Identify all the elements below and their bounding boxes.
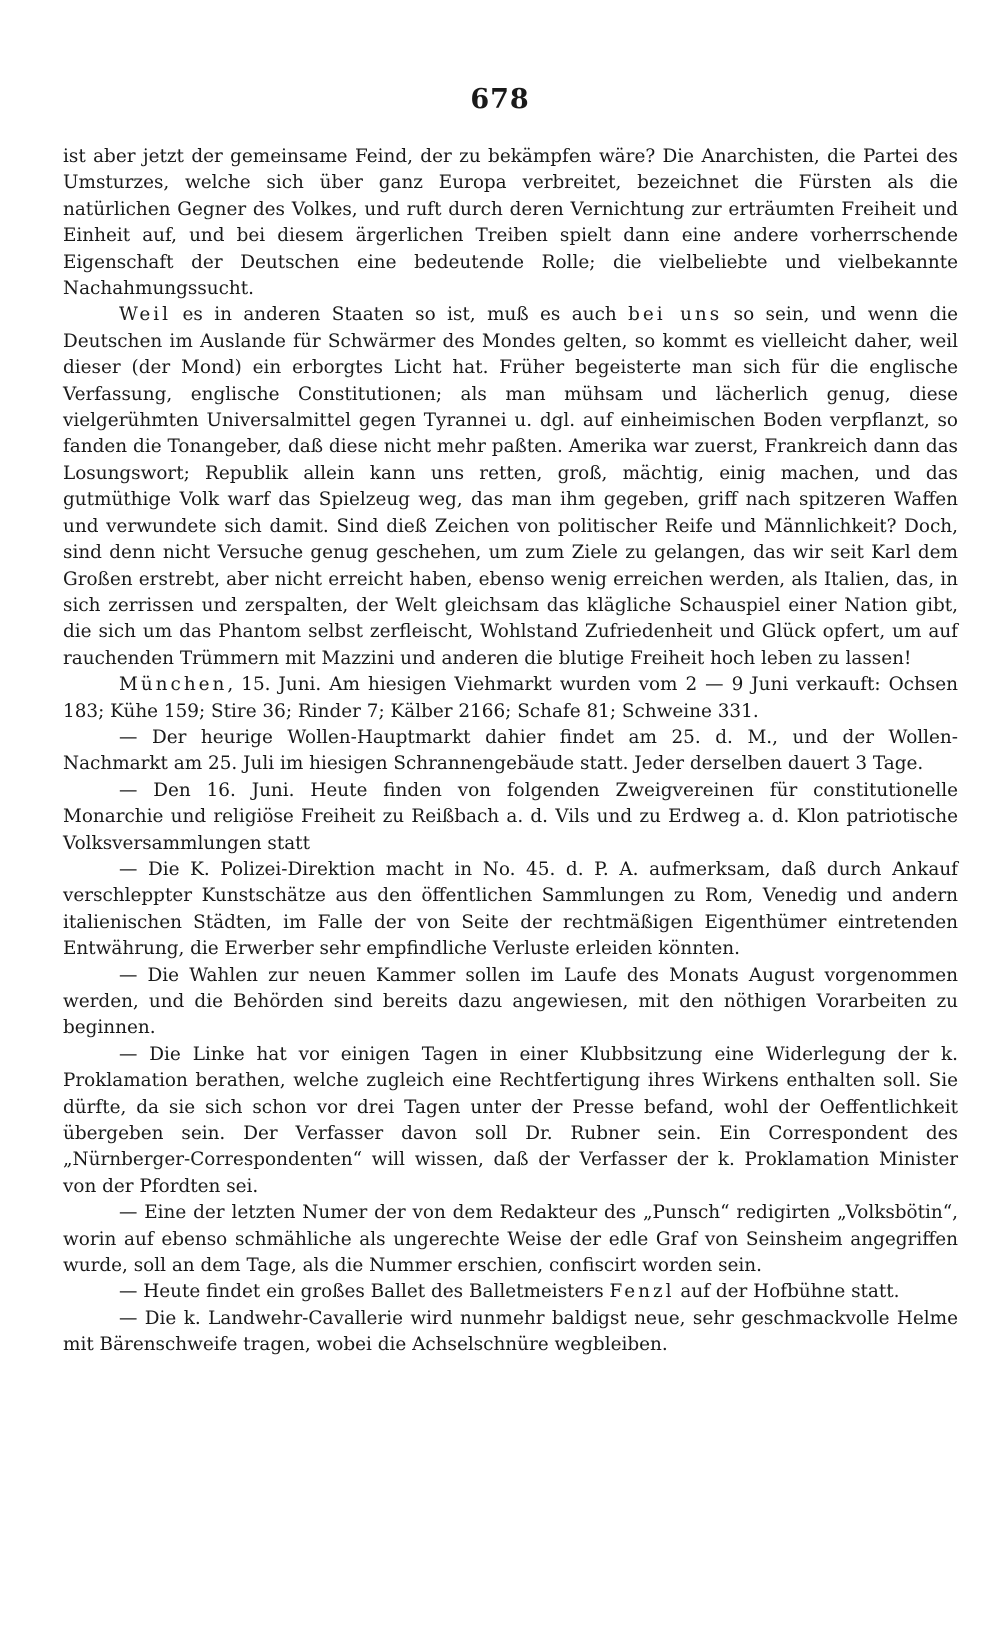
- emphasis-fenzl: Fenzl: [609, 1281, 675, 1303]
- paragraph-imitation: [63, 302, 958, 672]
- paragraph-june-16-assemblies: — Den 16. Juni. Heute finden von folgenden Zweigvereinen für constitutionelle Monarchie und religiöse Freiheit zu Reißbach a. d. Vils und zu Erdweg a. d. Klon patriotische Volksversammlungen statt: [63, 779, 958, 854]
- paragraph-text: es in anderen Staaten so ist, muß es auch: [171, 304, 629, 326]
- article-body: [63, 144, 958, 1359]
- paragraph-text: auf der Hofbühne statt.: [674, 1281, 900, 1303]
- paragraph-anarchists: ist aber jetzt der gemeinsame Feind, der zu bekämpfen wäre? Die Anarchisten, die Partei des Umsturzes, welche sich über ganz Europa verbreitet, bezeichnet die Fürsten als die natürlichen Gegner des Volkes, und ruft durch deren Vernichtung zur erträumten Freiheit und Einheit auf, und bei diesem ärgerlichen Treiben spielt dann eine andere vorherrschende Eigenschaft der Deutschen eine bedeutende Rolle; die vielbeliebte und vielbekannte Nachahmungssucht.: [63, 146, 958, 300]
- paragraph-ballet: [63, 1279, 958, 1305]
- paragraph-text: so sein, und wenn die Deutschen im Auslande für Schwärmer des Mondes gelten, so kommt es vielleicht daher, weil dieser (der Mond) ein erborgtes Licht hat. Früher begeisterte man sich für die englische Verfassung, englische Constitutionen; als man mühsam und lächerlich genug, diese vielgerühmten Universalmittel gegen Tyrannei u. dgl. auf einheimischen Boden verpflanzt, so fanden die Tonangeber, daß diese nicht mehr paßten. Amerika war zuerst, Frankreich dann das Losungswort; Republik allein kann uns retten, groß, mächtig, einig machen, und das gutmüthige Volk warf das Spielzeug weg, das man ihm gegeben, griff nach spitzeren Waffen und verwundete sich damit. Sind dieß Zeichen von politischer Reife und Männlichkeit? Doch, sind denn nicht Versuche genug geschehen, um zum Ziele zu gelangen, das wir seit Karl dem Großen erstrebt, aber nicht erreicht haben, ebenso wenig erreichen werden, als Italien, das, in sich zerrissen und zerspalten, der Welt gleichsam das klägliche Schauspiel einer Nation gibt, die sich um das Phantom selbst zerfleischt, Wohlstand Zufriedenheit und Glück opfert, um auf rauchenden Trümmern mit Mazzini und anderen die blutige Freiheit hoch leben zu lassen!: [63, 304, 958, 669]
- page-number: 678: [470, 84, 530, 115]
- paragraph-elections: — Die Wahlen zur neuen Kammer sollen im Laufe des Monats August vorgenommen werden, und die Behörden sind bereits dazu angewiesen, mit den nöthigen Vorarbeiten zu beginnen.: [63, 964, 958, 1039]
- paragraph-wool-market: — Der heurige Wollen-Hauptmarkt dahier findet am 25. d. M., und der Wollen-Nachmarkt am 25. Juli im hiesigen Schrannengebäude statt. Jeder derselben dauert 3 Tage.: [63, 726, 958, 775]
- paragraph-cavalry-helmets: — Die k. Landwehr-Cavallerie wird nunmehr baldigst neue, sehr geschmackvolle Helme mit Bärenschweife tragen, wobei die Achselschnüre wegbleiben.: [63, 1307, 958, 1356]
- paragraph-police-notice: — Die K. Polizei-Direktion macht in No. 45. d. P. A. aufmerksam, daß durch Ankauf verschleppter Kunstschätze aus den öffentlichen Sammlungen zu Rom, Venedig und andern italienischen Städten, im Falle der von Seite der rechtmäßigen Eigenthümer eintretenden Entwährung, die Erwerber sehr empfindliche Verluste erleiden könnten.: [63, 858, 958, 960]
- paragraph-text: — Heute findet ein großes Ballet des Balletmeisters: [119, 1281, 610, 1303]
- dateline-muenchen: München: [119, 674, 228, 696]
- paragraph-left-refutation: — Die Linke hat vor einigen Tagen in einer Klubbsitzung eine Widerlegung der k. Proklamation berathen, welche zugleich eine Rechtfertigung ihres Wirkens enthalten soll. Sie dürfte, da sie sich schon vor drei Tagen unter der Presse befand, wohl der Oeffentlichkeit übergeben sein. Der Verfasser davon soll Dr. Rubner sein. Ein Correspondent des „Nürnberger-Correspondenten“ will wissen, daß der Verfasser der k. Proklamation Minister von der Pfordten sei.: [63, 1043, 958, 1197]
- emphasis-bei-uns: bei uns: [628, 304, 723, 326]
- paragraph-text: , 15. Juni. Am hiesigen Viehmarkt wurden vom 2 — 9 Juni verkauft: Ochsen 183; Kühe 159; Stire 36; Rinder 7; Kälber 2166; Schafe 81; Schweine 331.: [63, 674, 958, 722]
- paragraph-volksboetin: — Eine der letzten Numer der von dem Redakteur des „Punsch“ redigirten „Volksbötin“, worin auf ebenso schmähliche als ungerechte Weise der edle Graf von Seinsheim angegriffen wurde, soll an dem Tage, als die Nummer erschien, confiscirt worden sein.: [63, 1202, 958, 1277]
- paragraph-muenchen-cattle-market: [63, 672, 958, 725]
- emphasis-weil: Weil: [119, 304, 172, 326]
